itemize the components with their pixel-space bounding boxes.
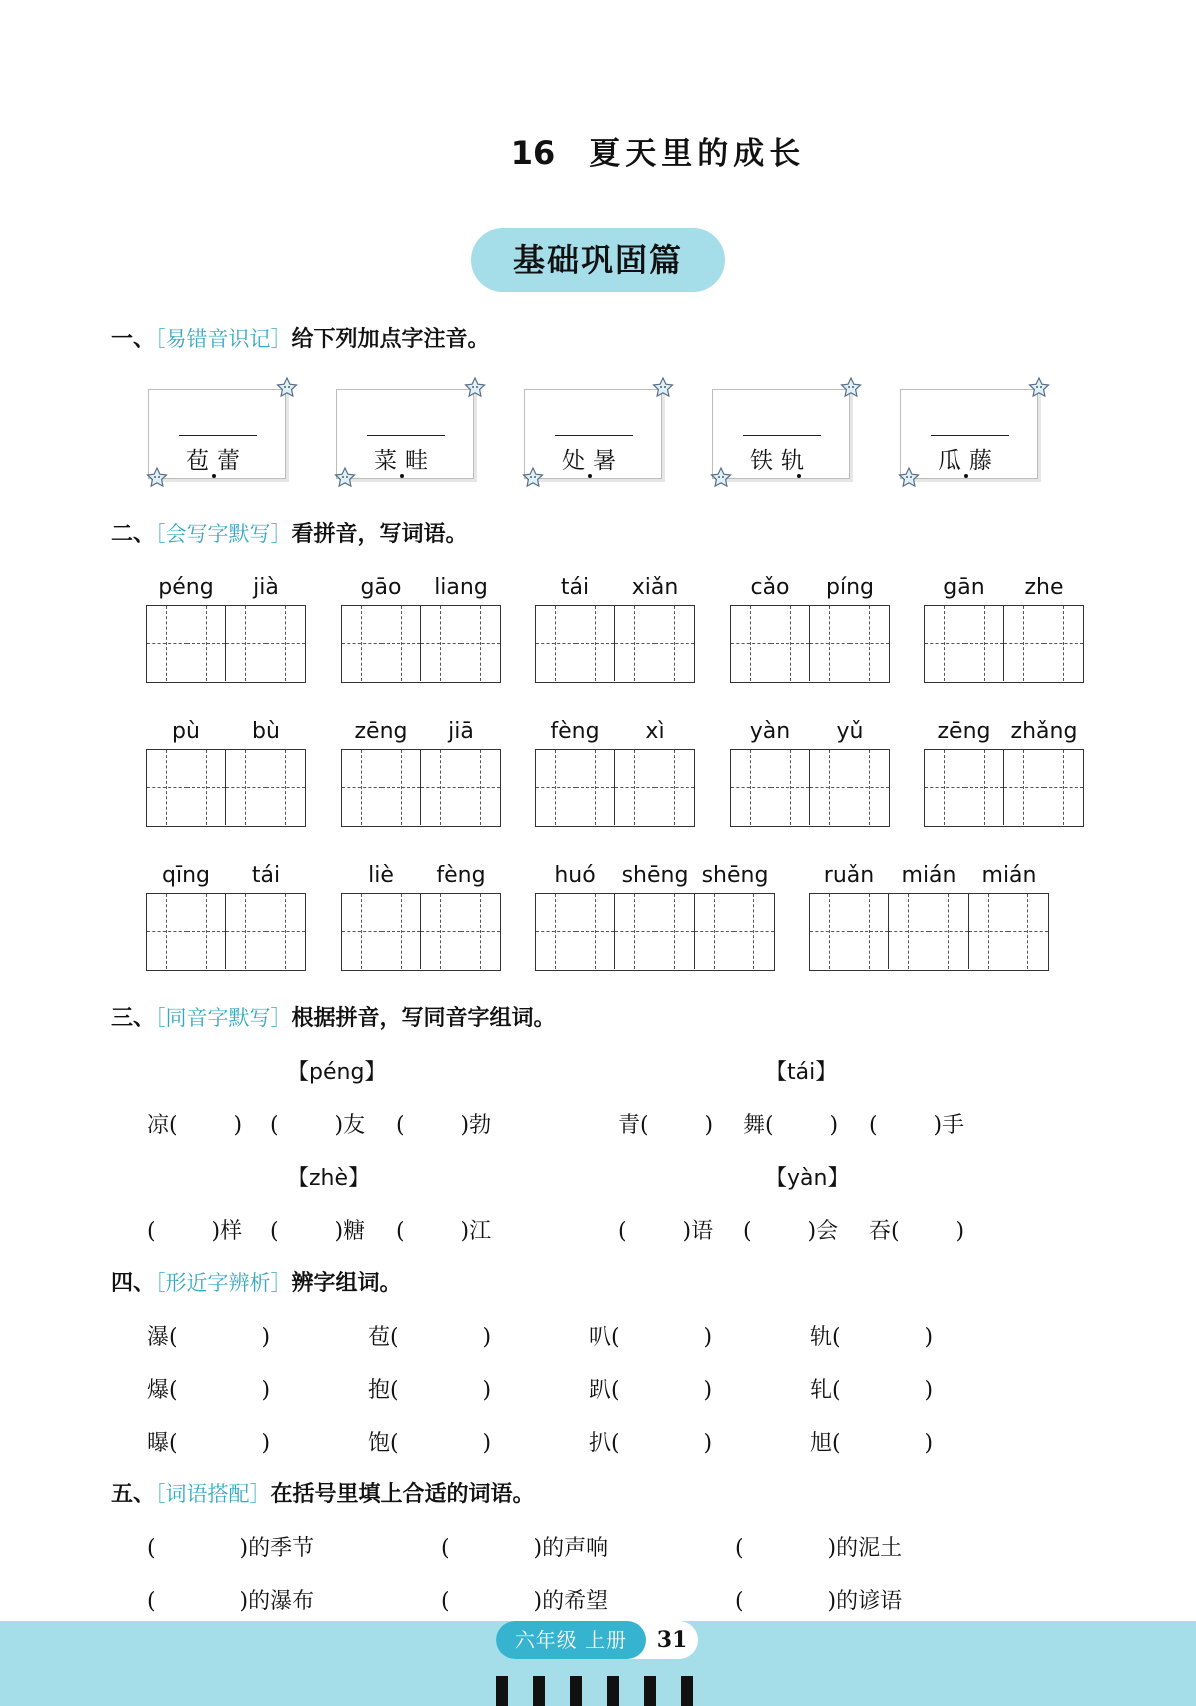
grid-cell[interactable] [536,606,576,681]
answer-line[interactable] [931,435,1009,436]
section-banner: 基础巩固篇 [471,228,725,292]
writing-grid[interactable] [730,605,890,683]
section-5-instruction: 在括号里填上合适的词语。 [270,1482,535,1507]
section-4-tag: ［形近字辨析］ [155,1271,292,1295]
writing-grid[interactable] [924,749,1084,827]
star-icon [651,376,675,400]
star-icon [333,466,357,490]
homophone-item: 吞( ) [869,1219,965,1244]
pinyin-label [730,575,890,603]
grid-cell[interactable] [965,606,1005,681]
pinyin-heading: 【péng】 [287,1060,387,1085]
grid-cell[interactable] [147,750,187,825]
card-word: 苞蕾 [186,448,248,474]
grid-cell[interactable] [731,750,771,825]
grid-cell[interactable] [695,894,735,969]
grid-cell[interactable] [969,894,1009,969]
pinyin-syllable: shēng [621,863,689,888]
answer-line[interactable] [743,435,821,436]
phrase-item: ( )的瀑布 [147,1589,315,1614]
pinyin-card [336,389,474,479]
pinyin-syllable: péng [158,575,214,600]
grid-cell[interactable] [655,894,695,969]
pinyin-syllable: fèng [436,863,486,888]
pinyin-syllable: zhǎng [1010,719,1078,744]
homophone-item: 舞( ) [743,1113,839,1138]
grid-cell[interactable] [810,750,850,825]
pinyin-syllable: liè [368,863,394,888]
homophone-item: ( )江 [396,1219,492,1244]
similar-char-item: 叭( ) [589,1325,713,1350]
pinyin-card [148,389,286,479]
card-word: 铁轨 [750,448,812,474]
pinyin-label [730,719,890,747]
grid-cell[interactable] [382,894,422,969]
pinyin-card [524,389,662,479]
writing-grid[interactable] [809,893,1049,971]
pinyin-syllable: mián [981,863,1037,888]
pinyin-label [341,719,501,747]
pinyin-card [900,389,1038,479]
writing-grid[interactable] [535,893,775,971]
lesson-title [0,128,1196,173]
homophone-item: 青( ) [618,1113,714,1138]
star-icon [521,466,545,490]
pinyin-syllable: liang [434,575,488,600]
grid-cell[interactable] [576,750,616,825]
grid-cell[interactable] [615,606,655,681]
pinyin-label [535,575,695,603]
pinyin-syllable: mián [901,863,957,888]
grid-cell[interactable] [187,750,227,825]
section-1-prefix: 一、 [111,327,156,352]
grid-cell[interactable] [1004,750,1044,825]
section-4-heading [111,1266,402,1297]
pinyin-syllable: zhe [1024,575,1064,600]
section-2-tag: ［会写字默写］ [155,522,292,546]
card-word: 菜畦 [374,448,436,474]
pinyin-label [341,863,501,891]
grid-cell[interactable] [226,894,266,969]
section-4-prefix: 四、 [111,1271,156,1296]
grid-cell[interactable] [965,750,1005,825]
pinyin-syllable: jià [253,575,279,600]
homophone-item: ( )友 [270,1113,366,1138]
section-3-instruction: 根据拼音，写同音字组词。 [291,1006,556,1031]
grid-cell[interactable] [655,750,695,825]
homophone-item: ( )手 [869,1113,965,1138]
grid-cell[interactable] [382,606,422,681]
writing-grid[interactable] [146,749,306,827]
emphasis-dot [964,474,968,478]
pinyin-syllable: pù [172,719,200,744]
section-2-instruction: 看拼音，写词语。 [291,522,468,547]
star-icon [709,466,733,490]
pinyin-syllable: xì [645,719,665,744]
grid-cell[interactable] [925,750,965,825]
emphasis-dot [400,474,404,478]
grid-cell[interactable] [342,606,382,681]
section-1-heading [111,322,490,353]
section-4-instruction: 辨字组词。 [291,1271,402,1296]
grid-cell[interactable] [536,750,576,825]
pinyin-label [535,719,695,747]
grid-cell[interactable] [810,606,850,681]
similar-char-item: 抱( ) [368,1378,492,1403]
section-3-tag: ［同音字默写］ [155,1006,292,1030]
writing-grid[interactable] [924,605,1084,683]
phrase-item: ( )的希望 [441,1589,609,1614]
phrase-item: ( )的泥土 [735,1536,903,1561]
writing-grid[interactable] [341,605,501,683]
section-3-prefix: 三、 [111,1006,156,1031]
grid-cell[interactable] [421,894,461,969]
grid-cell[interactable] [187,606,227,681]
star-icon [463,376,487,400]
grid-cell[interactable] [342,750,382,825]
grid-cell[interactable] [850,606,890,681]
section-5-prefix: 五、 [111,1482,156,1507]
grid-cell[interactable] [226,750,266,825]
page-label [496,1621,698,1659]
pinyin-card [712,389,850,479]
pinyin-syllable: yàn [749,719,791,744]
answer-line[interactable] [179,435,257,436]
grid-cell[interactable] [655,606,695,681]
pinyin-syllable: zēng [354,719,408,744]
grid-cell[interactable] [576,894,616,969]
grid-cell[interactable] [266,606,306,681]
pinyin-syllable: huó [554,863,596,888]
homophone-item: ( )语 [618,1219,714,1244]
section-3-heading [111,1001,556,1032]
grid-cell[interactable] [421,750,461,825]
grid-cell[interactable] [889,894,929,969]
page-number: 31 [656,1627,688,1653]
pinyin-syllable: gān [943,575,985,600]
grid-cell[interactable] [461,894,501,969]
grid-cell[interactable] [615,894,655,969]
star-icon [275,376,299,400]
grid-cell[interactable] [929,894,969,969]
writing-grid[interactable] [535,749,695,827]
card-word: 瓜藤 [938,448,1000,474]
lesson-name: 夏天里的成长 [589,136,806,172]
similar-char-item: 曝( ) [147,1431,271,1456]
pinyin-syllable: xiǎn [631,575,679,600]
emphasis-dot [212,474,216,478]
grid-cell[interactable] [810,894,850,969]
writing-grid[interactable] [146,893,306,971]
grid-cell[interactable] [1004,606,1044,681]
grid-cell[interactable] [147,894,187,969]
grid-cell[interactable] [187,894,227,969]
homophone-item: ( )勃 [396,1113,492,1138]
phrase-item: ( )的声响 [441,1536,609,1561]
pinyin-syllable: gāo [360,575,402,600]
book-label: 六年级 上册 [496,1621,646,1659]
grid-cell[interactable] [342,894,382,969]
similar-char-item: 爆( ) [147,1378,271,1403]
pinyin-label [146,719,306,747]
similar-char-item: 饱( ) [368,1431,492,1456]
grid-cell[interactable] [576,606,616,681]
pinyin-label [146,863,306,891]
emphasis-dot [588,474,592,478]
grid-cell[interactable] [266,750,306,825]
grid-cell[interactable] [771,750,811,825]
homophone-item: ( )会 [743,1219,839,1244]
star-icon [839,376,863,400]
similar-char-item: 扒( ) [589,1431,713,1456]
pinyin-label [924,575,1084,603]
pinyin-syllable: shēng [701,863,769,888]
pinyin-syllable: ruǎn [823,863,875,888]
pinyin-syllable: yǔ [836,719,864,744]
section-1-tag: ［易错音识记］ [155,327,292,351]
pinyin-syllable: fèng [550,719,600,744]
grid-cell[interactable] [1044,750,1084,825]
homophone-item: ( )糖 [270,1219,366,1244]
card-word: 处暑 [562,448,624,474]
pinyin-label [809,863,1049,891]
emphasis-dot [797,474,801,478]
grid-cell[interactable] [731,606,771,681]
homophone-item: ( )样 [147,1219,243,1244]
pinyin-heading: 【yàn】 [765,1166,850,1191]
section-5-tag: ［词语搭配］ [155,1482,271,1506]
grid-cell[interactable] [266,894,306,969]
pinyin-syllable: zēng [937,719,991,744]
grid-cell[interactable] [734,894,774,969]
lesson-number: 16 [510,134,556,172]
grid-cell[interactable] [226,606,266,681]
similar-char-item: 轧( ) [810,1378,934,1403]
pinyin-label [341,575,501,603]
similar-char-item: 旭( ) [810,1431,934,1456]
pinyin-syllable: bù [252,719,280,744]
writing-grid[interactable] [535,605,695,683]
grid-cell[interactable] [421,606,461,681]
writing-grid[interactable] [341,749,501,827]
pinyin-syllable: tái [560,575,590,600]
grid-cell[interactable] [461,750,501,825]
pinyin-syllable: cǎo [750,575,790,600]
pinyin-syllable: píng [826,575,874,600]
grid-cell[interactable] [1008,894,1048,969]
grid-cell[interactable] [147,606,187,681]
grid-cell[interactable] [382,750,422,825]
grid-cell[interactable] [850,894,890,969]
section-2-prefix: 二、 [111,522,156,547]
phrase-item: ( )的谚语 [735,1589,903,1614]
pinyin-label [924,719,1084,747]
grid-cell[interactable] [461,606,501,681]
section-5-heading [111,1477,535,1508]
pinyin-heading: 【tái】 [765,1060,838,1085]
grid-cell[interactable] [771,606,811,681]
answer-line[interactable] [367,435,445,436]
grid-cell[interactable] [615,750,655,825]
pinyin-syllable: qīng [162,863,210,888]
pinyin-heading: 【zhè】 [287,1166,371,1191]
pinyin-label [535,863,775,891]
homophone-item: 凉( ) [147,1113,243,1138]
pinyin-syllable: jiā [448,719,474,744]
grid-cell[interactable] [850,750,890,825]
similar-char-item: 趴( ) [589,1378,713,1403]
similar-char-item: 瀑( ) [147,1325,271,1350]
grid-cell[interactable] [536,894,576,969]
star-icon [145,466,169,490]
answer-line[interactable] [555,435,633,436]
section-1-instruction: 给下列加点字注音。 [291,327,490,352]
phrase-item: ( )的季节 [147,1536,315,1561]
pinyin-syllable: tái [251,863,281,888]
star-icon [897,466,921,490]
section-2-heading [111,517,468,548]
pinyin-label [146,575,306,603]
writing-grid[interactable] [341,893,501,971]
writing-grid[interactable] [730,749,890,827]
similar-char-item: 苞( ) [368,1325,492,1350]
similar-char-item: 轨( ) [810,1325,934,1350]
grid-cell[interactable] [1044,606,1084,681]
star-icon [1027,376,1051,400]
grid-cell[interactable] [925,606,965,681]
writing-grid[interactable] [146,605,306,683]
